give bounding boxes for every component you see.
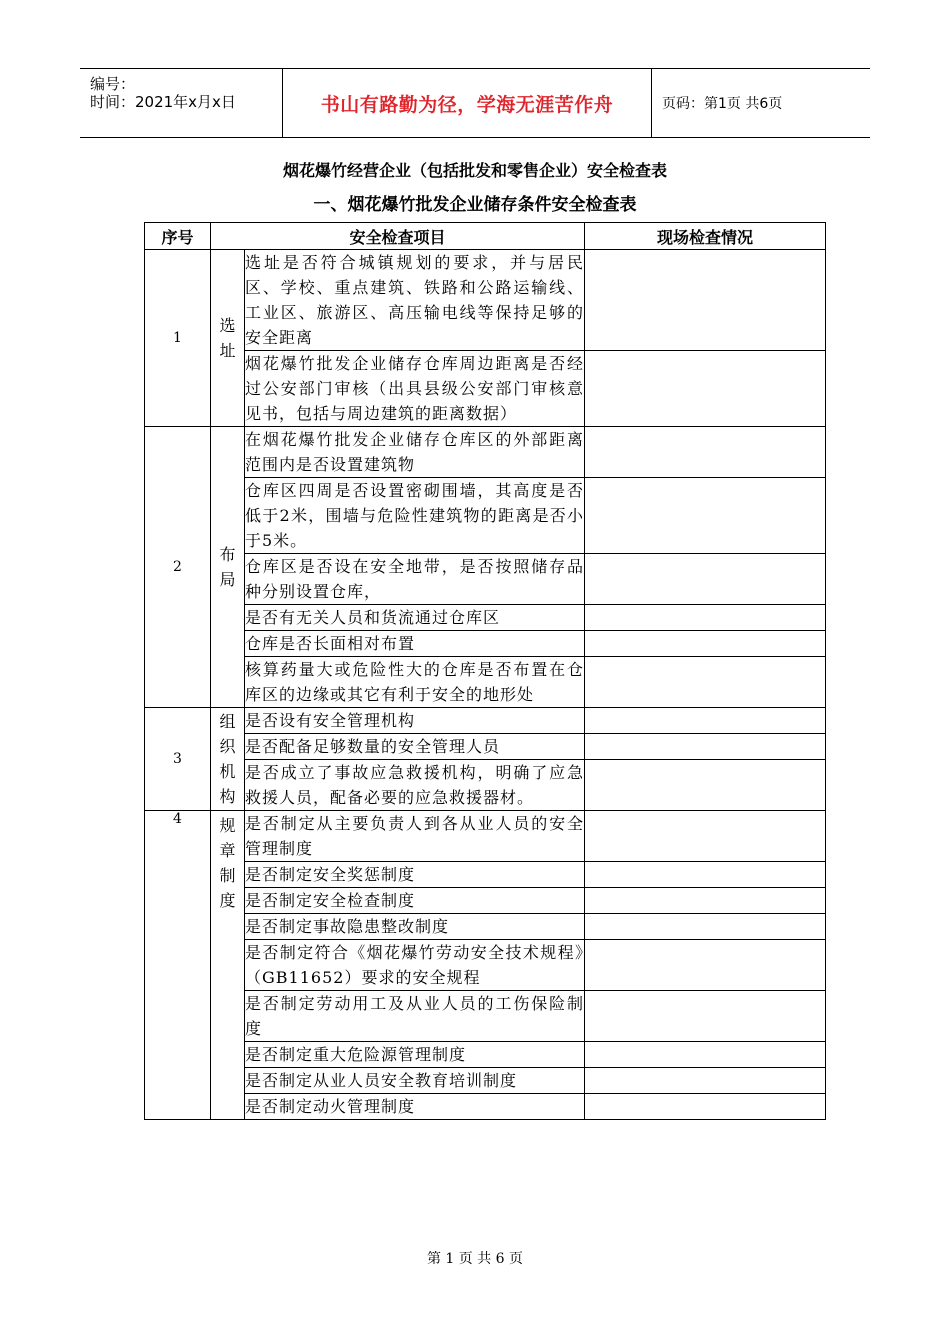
table-row xyxy=(145,760,826,811)
row-number: 2 xyxy=(145,427,211,708)
check-item: 是否配备足够数量的安全管理人员 xyxy=(245,734,585,760)
inspection-result-cell[interactable] xyxy=(585,478,826,554)
table-row xyxy=(145,940,826,991)
category-cell xyxy=(211,708,245,811)
inspection-result-cell[interactable] xyxy=(585,657,826,708)
check-item: 仓库区是否设在安全地带，是否按照储存品种分别设置仓库， xyxy=(245,554,585,605)
page-footer: 第 1 页 共 6 页 xyxy=(426,1251,524,1267)
inspection-result-cell[interactable] xyxy=(585,760,826,811)
category-label: 规章制度 xyxy=(219,816,236,910)
category-cell xyxy=(211,427,245,708)
check-item: 是否制定从业人员安全教育培训制度 xyxy=(245,1068,585,1094)
document-title: 烟花爆竹经营企业（包括批发和零售企业）安全检查表 xyxy=(282,161,667,180)
inspection-result-cell[interactable] xyxy=(585,914,826,940)
check-item: 是否有无关人员和货流通过仓库区 xyxy=(245,605,585,631)
table-row xyxy=(145,631,826,657)
header-item: 安全检查项目 xyxy=(211,223,585,250)
check-item: 是否制定安全检查制度 xyxy=(245,888,585,914)
check-item: 在烟花爆竹批发企业储存仓库区的外部距离范围内是否设置建筑物 xyxy=(245,427,585,478)
table-header-row xyxy=(145,223,826,250)
inspection-result-cell[interactable] xyxy=(585,351,826,427)
table-row xyxy=(145,478,826,554)
inspection-result-cell[interactable] xyxy=(585,734,826,760)
category-cell xyxy=(211,250,245,427)
table-row xyxy=(145,811,826,862)
inspection-result-cell[interactable] xyxy=(585,250,826,351)
page-header xyxy=(80,68,870,138)
inspection-result-cell[interactable] xyxy=(585,862,826,888)
inspection-result-cell[interactable] xyxy=(585,1068,826,1094)
number-label: 编号： xyxy=(90,75,136,93)
check-item: 是否制定动火管理制度 xyxy=(245,1094,585,1120)
table-row xyxy=(145,734,826,760)
page-info: 页码：第1页 共6页 xyxy=(662,96,783,112)
inspection-result-cell[interactable] xyxy=(585,991,826,1042)
category-label: 组织机构 xyxy=(219,712,236,806)
table-row xyxy=(145,1068,826,1094)
check-item: 核算药量大或危险性大的仓库是否布置在仓库区的边缘或其它有利于安全的地形处 xyxy=(245,657,585,708)
category-label: 布局 xyxy=(219,545,236,589)
check-item: 是否成立了事故应急救援机构，明确了应急救援人员，配备必要的应急救援器材。 xyxy=(245,760,585,811)
table-row xyxy=(145,1042,826,1068)
inspection-result-cell[interactable] xyxy=(585,554,826,605)
header-seq: 序号 xyxy=(145,223,211,250)
check-item: 是否设有安全管理机构 xyxy=(245,708,585,734)
inspection-result-cell[interactable] xyxy=(585,1094,826,1120)
check-item: 是否制定从主要负责人到各从业人员的安全管理制度 xyxy=(245,811,585,862)
inspection-result-cell[interactable] xyxy=(585,940,826,991)
check-item: 是否制定符合《烟花爆竹劳动安全技术规程》（GB11652）要求的安全规程 xyxy=(245,940,585,991)
table-row xyxy=(145,351,826,427)
table-row xyxy=(145,554,826,605)
header-left-cell xyxy=(80,69,283,137)
check-item: 是否制定安全奖惩制度 xyxy=(245,862,585,888)
inspection-result-cell[interactable] xyxy=(585,427,826,478)
inspection-table xyxy=(144,222,826,1120)
category-cell xyxy=(211,811,245,1120)
inspection-result-cell[interactable] xyxy=(585,811,826,862)
check-item: 仓库是否长面相对布置 xyxy=(245,631,585,657)
table-row xyxy=(145,888,826,914)
date-label: 时间：2021年x月x日 xyxy=(90,93,236,111)
header-center-cell xyxy=(283,69,652,137)
category-label: 选址 xyxy=(219,316,236,360)
check-item: 是否制定事故隐患整改制度 xyxy=(245,914,585,940)
check-item: 选址是否符合城镇规划的要求，并与居民区、学校、重点建筑、铁路和公路运输线、工业区、旅游区、高压输电线等保持足够的安全距离 xyxy=(245,250,585,351)
table-row xyxy=(145,605,826,631)
motto-text: 书山有路勤为径，学海无涯苦作舟 xyxy=(320,93,614,116)
inspection-result-cell[interactable] xyxy=(585,888,826,914)
inspection-result-cell[interactable] xyxy=(585,1042,826,1068)
table-row xyxy=(145,657,826,708)
inspection-result-cell[interactable] xyxy=(585,605,826,631)
check-item: 烟花爆竹批发企业储存仓库周边距离是否经过公安部门审核（出具县级公安部门审核意见书，包括与周边建筑的距离数据） xyxy=(245,351,585,427)
row-number: 3 xyxy=(145,708,211,811)
table-row xyxy=(145,708,826,734)
table-row xyxy=(145,427,826,478)
header-result: 现场检查情况 xyxy=(585,223,826,250)
inspection-result-cell[interactable] xyxy=(585,631,826,657)
table-row xyxy=(145,991,826,1042)
inspection-result-cell[interactable] xyxy=(585,708,826,734)
check-item: 仓库区四周是否设置密砌围墙，其高度是否低于2米，围墙与危险性建筑物的距离是否小于5米。 xyxy=(245,478,585,554)
check-item: 是否制定重大危险源管理制度 xyxy=(245,1042,585,1068)
table-row xyxy=(145,914,826,940)
check-item: 是否制定劳动用工及从业人员的工伤保险制度 xyxy=(245,991,585,1042)
table-row xyxy=(145,862,826,888)
row-number: 4 xyxy=(145,811,211,1120)
table-row xyxy=(145,250,826,351)
document-subtitle: 一、烟花爆竹批发企业储存条件安全检查表 xyxy=(313,195,637,215)
table-row xyxy=(145,1094,826,1120)
header-right-cell xyxy=(652,69,870,137)
row-number: 1 xyxy=(145,250,211,427)
